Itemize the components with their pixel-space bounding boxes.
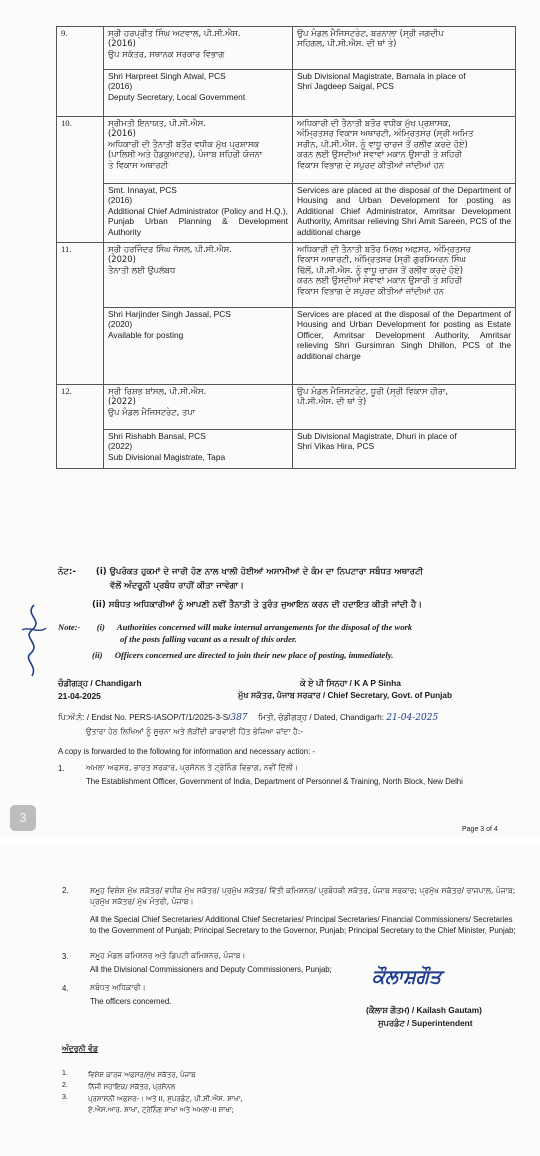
posting-line: ਅਧਿਕਾਰੀ ਦੀ ਤੈਨਾਤੀ ਬਤੌਰ ਮਿਲਖ ਅਫਸਰ, ਅੰਮ੍ਰਿਤਸਰ (297, 244, 471, 254)
serial-number: 12. (57, 385, 104, 469)
note-punjabi-1 (58, 567, 528, 578)
posting-line: ਪੀ.ਸੀ.ਐਸ. ਦੀ ਥਾਂ ਤੇ) (297, 396, 367, 407)
batch-line: (2016) (108, 128, 136, 139)
table-row (57, 308, 516, 385)
posting-line: ਵਿਕਾਸ ਵਿਭਾਗ ਦੇ ਸਪੁਰਦ ਕੀਤੀਆਂ ਜਾਂਦੀਆਂ ਹਨ (297, 159, 444, 170)
copy-item-4-punjabi: ਸਬੰਧਤ ਅਧਿਕਾਰੀ। (90, 983, 146, 992)
note-label: ਨੋਟ:- (58, 567, 76, 577)
name-line: Shri Harpreet Singh Atwal, PCS (108, 71, 226, 81)
post-line: ਅਧਿਕਾਰੀ ਦੀ ਤੈਨਾਤੀ ਬਤੌਰ ਵਧੀਕ ਮੁੱਖ ਪ੍ਰਸ਼ਾਸਕ (108, 138, 260, 149)
copy-item-2-punjabi: ਸਮੂਹ ਵਿਸ਼ੇਸ਼ ਮੁੱਖ ਸਕੱਤਰ/ ਵਧੀਕ ਮੁੱਖ ਸਕੱਤਰ/ ਪ੍ਰਮੁੱਖ ਸਕੱਤਰ/ ਵਿੱਤੀ ਕਮਿਸ਼ਨਰ/ ਪ੍ਰਬੰਧਕੀ ਸਕੱਤਰ, ਪੰਜਾਬ ਸਰਕਾਰ; ਪ੍ਰਮੁੱਖ ਸਕੱਤਰ/ ਰਾਜਪਾਲ, ਪੰਜਾਬ; ਪ੍ਰਮੁੱਖ ਸਕੱਤਰ/ ਮੁੱਖ ਮੰਤਰੀ, ਪੰਜਾਬ। (90, 886, 516, 906)
table-row (57, 385, 516, 430)
name-line: Shri Rishabh Bansal, PCS (108, 431, 206, 441)
posting-punjabi (293, 243, 516, 308)
signatory-title: ਸੁਪਰਡੰਟ / Superintendent (378, 1018, 473, 1028)
batch-line: (2020) (108, 319, 133, 330)
name-line: Shri Harjinder Singh Jassal, PCS (108, 309, 231, 319)
note-punjabi-2 (92, 600, 532, 611)
copy-item-1-english: The Establishment Officer, Government of India, Department of Personnel & Training, North Block, New Delhi (86, 777, 463, 786)
posting-english (293, 430, 516, 469)
table-row (57, 70, 516, 117)
note-label: Note:- (58, 622, 81, 632)
posting-line: ਢਿੱਲੋਂ, ਪੀ.ਸੀ.ਐਸ. ਨੂੰ ਵਾਧੂ ਚਾਰਜ ਤੋਂ ਰਲੀਵ ਕਰਦੇ ਹੋਏ) (297, 264, 464, 275)
post-line: Available for posting (108, 329, 184, 340)
posting-english (293, 70, 516, 117)
note-text: ਉਪਰੋਕਤ ਹੁਕਮਾਂ ਦੇ ਜਾਰੀ ਹੋਣ ਨਾਲ ਖਾਲੀ ਹੋਈਆਂ ਅਸਾਮੀਆਂ ਦੇ ਕੰਮ ਦਾ ਨਿਪਟਾਰਾ ਸਬੰਧਤ ਅਥਾਰਟੀ (109, 567, 424, 577)
document-page-4 (0, 846, 540, 1156)
list-item (62, 1105, 362, 1116)
posting-line: ਵਿਕਾਸ ਅਥਾਰਟੀ, ਅੰਮ੍ਰਿਤਸਰ (ਸ੍ਰੀ ਗੁਰਸਿਮਰਨ ਸਿੰਘ (297, 254, 466, 265)
posting-line: ਸਹਿਗਲ, ਪੀ.ਸੀ.ਐਸ. ਦੀ ਥਾਂ ਤੇ) (297, 38, 397, 49)
item-number: 1. (58, 764, 65, 773)
officer-name-punjabi (104, 243, 293, 308)
internal-distribution-list (62, 1070, 362, 1116)
order-date: 21-04-2025 (58, 691, 101, 701)
posting-english: Services are placed at the disposal of the Department of Housing and Urban Development for posting as Estate Officer, Amritsar Development Authority, Amritsar relieving Shri Gursimran Singh Dhillon, PCS of the additional charge (293, 308, 516, 385)
post-line: ਤੇ ਵਿਕਾਸ ਅਥਾਰਟੀ (108, 159, 169, 170)
posting-line: ਕਰਨ ਲਈ ਉਸਦੀਆਂ ਸੇਵਾਵਾਂ ਮਕਾਨ ਉਸਾਰੀ ਤੇ ਸ਼ਹਿਰੀ (297, 275, 462, 286)
officer-name-english (104, 70, 293, 117)
posting-english: Services are placed at the disposal of the Department of Housing and Urban Development for posting as Additional Chief Administrator, Amritsar Development Authority, Amritsar relieving Shri Amit Sareen, PCS of the additional charge (293, 184, 516, 243)
batch-line: (2016) (108, 81, 133, 92)
note-number: (i) (95, 567, 107, 577)
endorsement-number: ਪਿ:ਅੰ:ਨੰ: / Endst No. PERS-IASOP/T/1/2025-3-S/ (58, 713, 231, 722)
item-number: 1. (62, 1070, 68, 1077)
copy-forward-punjabi: ਉਤਾਰਾ ਹੇਠ ਲਿਖਿਆਂ ਨੂੰ ਸੂਚਨਾ ਅਤੇ ਲੋੜੀਂਦੀ ਕਾਰਵਾਈ ਹਿੱਤ ਭੇਜਿਆ ਜਾਂਦਾ ਹੈ:- (86, 727, 304, 736)
serial-number: 11. (57, 243, 104, 385)
post-line: Additional Chief Administrator (Policy and H.Q.), Punjab Urban Planning & Development Authority (108, 205, 288, 237)
posting-line: ਉਪ ਮੰਡਲ ਮੈਜਿਸਟਰੇਟ, ਬਰਨਾਲਾ (ਸ੍ਰੀ ਜਗਦੀਪ (297, 28, 444, 38)
table-row (57, 243, 516, 308)
name-line: Smt. Innayat, PCS (108, 185, 177, 195)
officer-name-punjabi (104, 27, 293, 70)
officer-name-punjabi (104, 385, 293, 430)
table-row (57, 184, 516, 243)
posting-line: Sub Divisional Magistrate, Dhuri in place of (297, 431, 457, 441)
batch-line: (2016) (108, 38, 136, 49)
name-line: ਸ੍ਰੀਮਤੀ ਇਨਾਯਤ, ਪੀ.ਸੀ.ਐਸ. (108, 118, 206, 128)
item-number: 3. (62, 952, 69, 961)
batch-line: (2020) (108, 254, 136, 265)
item-text: ਵਿਸ਼ੇਸ਼ ਕਾਰਜ ਅਫਸਰ/ਮੁੱਖ ਸਕੱਤਰ, ਪੰਜਾਬ (88, 1071, 196, 1079)
posting-line: ਵਿਕਾਸ ਵਿਭਾਗ ਦੇ ਸਪੁਰਦ ਕੀਤੀਆਂ ਜਾਂਦੀਆਂ ਹਨ (297, 285, 444, 296)
batch-line: (2022) (108, 441, 133, 452)
posting-line: ਅਧਿਕਾਰੀ ਦੀ ਤੈਨਾਤੀ ਬਤੌਰ ਵਧੀਕ ਮੁੱਖ ਪ੍ਰਸ਼ਾਸਕ, (297, 118, 451, 128)
posting-punjabi (293, 117, 516, 184)
posting-line: ਅੰਮ੍ਰਿਤਸਰ ਵਿਕਾਸ ਅਥਾਰਟੀ, ਅੰਮ੍ਰਿਤਸਰ (ਸ੍ਰੀ ਅਮਿਤ (297, 128, 474, 139)
officer-name-english (104, 184, 293, 243)
post-line: ਤੈਨਾਤੀ ਲਈ ਉਪਲੱਬਧ (108, 264, 176, 275)
posting-punjabi (293, 385, 516, 430)
page-separator (0, 838, 540, 846)
copy-item-1-punjabi: ਅਮਲਾ ਅਫਸਰ, ਭਾਰਤ ਸਰਕਾਰ, ਪ੍ਰਸੋਨਲ ਤੇ ਟ੍ਰੇਨਿੰਗ ਵਿਭਾਗ, ਨਵੀਂ ਦਿੱਲੀ। (86, 763, 299, 772)
handwritten-dispatch-number: 387 (230, 713, 248, 723)
handwritten-signature: ਕੌਲਾਸ਼ਗੌਤ (372, 966, 442, 988)
name-line: ਸ੍ਰੀ ਹਰਪ੍ਰੀਤ ਸਿੰਘ ਅਟਵਾਲ, ਪੀ.ਸੀ.ਐਸ. (108, 28, 241, 38)
note-text: Authorities concerned will make internal arrangements for the disposal of the work (116, 622, 413, 632)
table-row (57, 117, 516, 184)
post-line: ਉਪ ਸਕੱਤਰ, ਸਥਾਨਕ ਸਰਕਾਰ ਵਿਭਾਗ (108, 48, 225, 59)
signature-scribble-icon (14, 600, 54, 680)
signatory-name: ਕੇ ਏ ਪੀ ਸਿਨਹਾ / K A P Sinha (300, 678, 401, 688)
name-line: ਸ੍ਰੀ ਰਿਸ਼ਭ ਬਾਂਸਲ, ਪੀ.ਸੀ.ਐਸ. (108, 386, 207, 396)
note-text: Officers concerned are directed to join their new place of posting, immediately. (114, 650, 394, 660)
posting-line: ਉਪ ਮੰਡਲ ਮੈਜਿਸਟਰੇਟ, ਧੂਰੀ (ਸ੍ਰੀ ਵਿਕਾਸ ਹੀਰਾ, (297, 386, 448, 396)
endorsement-line (58, 713, 528, 723)
post-line: Sub Divisional Magistrate, Tapa (108, 451, 226, 462)
list-item (62, 1094, 362, 1105)
batch-line: (2016) (108, 195, 133, 206)
note-number: (ii) (92, 600, 106, 610)
signatory-name: (ਕੈਲਾਸ਼ ਗੌਤਮ) / Kailash Gautam) (366, 1005, 482, 1015)
item-text: ਪ੍ਰਸ਼ਾਸਨੀ ਅਫਸਰ-। ਅਤੇ II, ਸੁਪਰਡੰਟ, ਪੀ.ਸੀ.ਐਸ. ਸ਼ਾਖਾ, (88, 1095, 243, 1103)
item-text: ਨਿੱਜੀ ਸਹਾਇਕ/ ਸਕੱਤਰ, ਪ੍ਰਸੋਨਲ (88, 1083, 176, 1091)
internal-distribution-label: ਅੰਦਰੂਨੀ ਵੰਡ (62, 1044, 99, 1053)
post-line: Deputy Secretary, Local Government (108, 91, 246, 102)
note-text: ਸਬੰਧਤ ਅਧਿਕਾਰੀਆਂ ਨੂੰ ਆਪਣੀ ਨਵੀਂ ਤੈਨਾਤੀ ਤੇ ਤੁਰੰਤ ਜੁਆਇਨ ਕਰਨ ਦੀ ਹਦਾਇਤ ਕੀਤੀ ਜਾਂਦੀ ਹੈ। (108, 600, 423, 610)
note-number: (ii) (92, 650, 103, 660)
note-english-1-cont: of the posts falling vacant as a result of this order. (120, 634, 297, 644)
note-number: (i) (96, 622, 105, 632)
note-english-2 (92, 650, 532, 661)
note-english-1 (58, 622, 528, 633)
posting-line: Shri Jagdeep Saigal, PCS (297, 81, 394, 92)
margin-signature (14, 600, 54, 680)
item-number: 2. (62, 886, 69, 895)
serial-number: 9. (57, 27, 104, 117)
posting-line: Sub Divisional Magistrate, Barnala in place of (297, 71, 466, 81)
item-number: 2. (62, 1082, 68, 1089)
posting-line: ਸਰੀਨ, ਪੀ.ਸੀ.ਐਸ. ਨੂੰ ਵਾਧੂ ਚਾਰਜ ਤੋਂ ਰਲੀਵ ਕਰਦੇ ਹੋਏ) (297, 138, 468, 149)
table-row (57, 430, 516, 469)
copy-item-3-english: All the Divisional Commissioners and Deputy Commissioners, Punjab; (90, 965, 332, 974)
signatory-title: ਮੁੱਖ ਸਕੱਤਰ, ਪੰਜਾਬ ਸਰਕਾਰ / Chief Secretary, Govt. of Punjab (238, 691, 452, 700)
page-footer: Page 3 of 4 (462, 826, 498, 833)
post-line: ਉਪ ਮੰਡਲ ਮੈਜਿਸਟਰੇਟ, ਤਪਾ (108, 406, 196, 417)
page-badge: 3 (10, 805, 36, 831)
list-item (62, 1082, 362, 1094)
officer-name-punjabi (104, 117, 293, 184)
item-number: 3. (62, 1094, 68, 1101)
serial-number: 10. (57, 117, 104, 243)
posting-line: ਕਰਨ ਲਈ ਉਸਦੀਆਂ ਸੇਵਾਵਾਂ ਮਕਾਨ ਉਸਾਰੀ ਤੇ ਸ਼ਹਿਰੀ (297, 149, 462, 160)
endorsement-date-label: ਮਿਤੀ, ਚੰਡੀਗੜ੍ਹ / Dated, Chandigarh: (258, 713, 385, 722)
officer-name-english (104, 308, 293, 385)
place: ਚੰਡੀਗੜ੍ਹ / Chandigarh (58, 678, 142, 688)
note-punjabi-1-cont: ਵੱਲੋਂ ਅੰਦਰੂਨੀ ਪ੍ਰਬੰਧ ਰਾਹੀਂ ਕੀਤਾ ਜਾਵੇਗਾ। (110, 581, 244, 591)
transfer-orders-table (56, 26, 516, 469)
item-number: 4. (62, 984, 69, 993)
post-line: (ਪਾਲਿਸੀ ਅਤੇ ਹੈਡਕੁਆਟਰ), ਪੰਜਾਬ ਸ਼ਹਿਰੀ ਯੋਜਨਾ (108, 149, 263, 160)
list-item (62, 1070, 362, 1082)
batch-line: (2022) (108, 396, 136, 407)
name-line: ਸ੍ਰੀ ਹਰਜਿੰਦਰ ਸਿੰਘ ਜੱਸਲ, ਪੀ.ਸੀ.ਐਸ. (108, 244, 232, 254)
copy-item-4-english: The officers concerned. (90, 997, 172, 1006)
table-row (57, 27, 516, 70)
item-text: ਏ.ਐਸ.ਆਰ. ਸ਼ਾਖਾ, ਟ੍ਰੇਨਿੰਗ ਸ਼ਾਖਾ ਅਤੇ ਅਮਲਾ-II ਸ਼ਾਖਾ; (88, 1106, 235, 1114)
handwritten-endorsement-date: 21-04-2025 (386, 713, 439, 723)
copy-item-2-english: All the Special Chief Secretaries/ Additional Chief Secretaries/ Principal Secretaries/ Financial Commissioners/ Secretaries to the Government of Punjab; Principal Secretary to the Governor, Punjab; Principal Secretary to the Chief Minister, Punjab; (90, 915, 516, 935)
officer-name-english (104, 430, 293, 469)
copy-forward-english: A copy is forwarded to the following for information and necessary action: - (58, 747, 315, 756)
copy-item-3-punjabi: ਸਮੂਹ ਮੰਡਲ ਕਮਿਸ਼ਨਰ ਅਤੇ ਡਿਪਟੀ ਕਮਿਸ਼ਨਰ, ਪੰਜਾਬ। (90, 951, 246, 960)
item-number (62, 1105, 88, 1116)
posting-punjabi (293, 27, 516, 70)
posting-line: Shri Vikas Hira, PCS (297, 441, 375, 452)
